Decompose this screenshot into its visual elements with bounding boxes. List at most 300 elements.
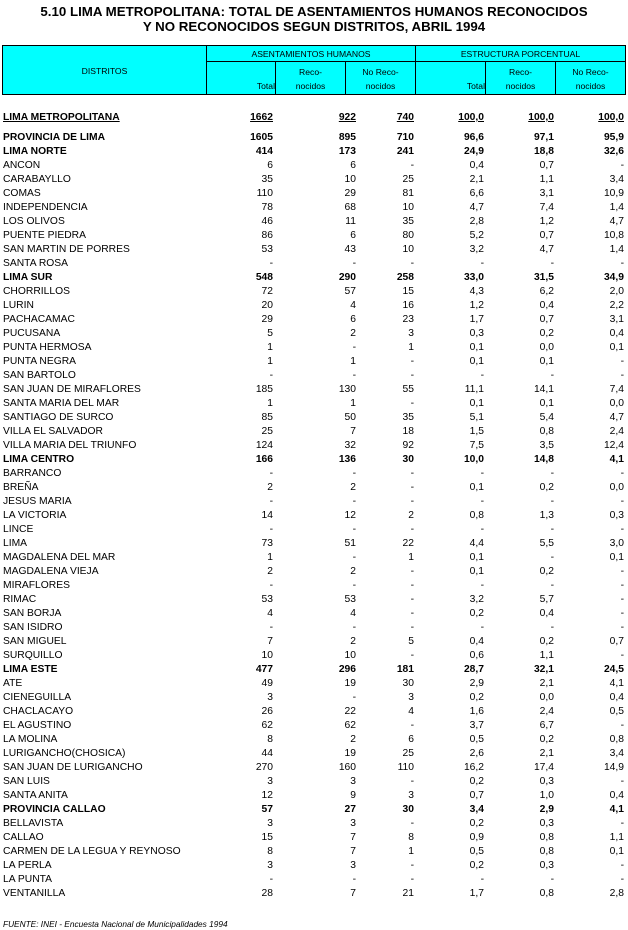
district-name: SAN JUAN DE LURIGANCHO xyxy=(3,762,143,773)
cell-value: 0,4 xyxy=(469,636,484,647)
cell-value: 25 xyxy=(402,748,414,759)
cell-value: 0,5 xyxy=(469,734,484,745)
table-row xyxy=(0,803,628,817)
cell-value: 18 xyxy=(402,426,414,437)
table-row xyxy=(0,173,628,187)
cell-value: 3,2 xyxy=(469,244,484,255)
table-body xyxy=(0,111,628,901)
district-name: LA PUNTA xyxy=(3,874,53,885)
cell-value: 1,6 xyxy=(469,706,484,717)
cell-value: 185 xyxy=(255,384,273,395)
district-name: PUCUSANA xyxy=(3,328,61,339)
district-name: LOS OLIVOS xyxy=(3,216,65,227)
cell-value: 4,1 xyxy=(609,678,624,689)
district-name: BREÑA xyxy=(3,482,39,493)
cell-value: 0,2 xyxy=(539,734,554,745)
cell-value: 3 xyxy=(408,328,414,339)
cell-value: - xyxy=(410,650,414,661)
cell-value: 14,8 xyxy=(533,454,554,465)
cell-value: 22 xyxy=(402,538,414,549)
cell-value: 2,1 xyxy=(539,678,554,689)
cell-value: 5,2 xyxy=(469,230,484,241)
cell-value: 2,8 xyxy=(609,888,624,899)
cell-value: 2,9 xyxy=(469,678,484,689)
cell-value: - xyxy=(480,258,484,269)
cell-value: 24,5 xyxy=(603,664,624,675)
district-name: LA PERLA xyxy=(3,860,52,871)
cell-value: 740 xyxy=(396,112,414,123)
cell-value: 0,0 xyxy=(539,342,554,353)
cell-value: - xyxy=(410,398,414,409)
cell-value: 181 xyxy=(396,664,414,675)
cell-value: 35 xyxy=(402,216,414,227)
district-name: SAN MARTIN DE PORRES xyxy=(3,244,130,255)
cell-value: 96,6 xyxy=(463,132,484,143)
cell-value: 3,5 xyxy=(539,440,554,451)
cell-value: - xyxy=(620,818,624,829)
table-row xyxy=(0,649,628,663)
cell-value: 2,4 xyxy=(609,426,624,437)
header-asentamientos: ASENTAMIENTOS HUMANOS xyxy=(251,49,371,59)
cell-value: 50 xyxy=(344,412,356,423)
cell-value: 2,6 xyxy=(469,748,484,759)
cell-value: 0,4 xyxy=(609,790,624,801)
cell-value: 1,7 xyxy=(469,888,484,899)
cell-value: 29 xyxy=(344,188,356,199)
cell-value: 100,0 xyxy=(598,112,624,123)
cell-value: 22 xyxy=(344,706,356,717)
cell-value: 8 xyxy=(267,734,273,745)
cell-value: 2 xyxy=(267,482,273,493)
cell-value: - xyxy=(410,818,414,829)
cell-value: 1,4 xyxy=(609,244,624,255)
cell-value: 10 xyxy=(344,174,356,185)
cell-value: 81 xyxy=(402,188,414,199)
cell-value: 25 xyxy=(402,174,414,185)
table-row xyxy=(0,831,628,845)
cell-value: 43 xyxy=(344,244,356,255)
cell-value: 136 xyxy=(338,454,356,465)
cell-value: 3 xyxy=(350,860,356,871)
cell-value: - xyxy=(480,622,484,633)
header-noreco: No Reco- xyxy=(362,67,399,77)
cell-value: 6 xyxy=(350,230,356,241)
table-row xyxy=(0,425,628,439)
cell-value: 73 xyxy=(261,538,273,549)
district-name: SURQUILLO xyxy=(3,650,63,661)
cell-value: 9 xyxy=(350,790,356,801)
cell-value: 29 xyxy=(261,314,273,325)
table-row xyxy=(0,705,628,719)
cell-value: 100,0 xyxy=(528,112,554,123)
cell-value: 7 xyxy=(350,888,356,899)
cell-value: 0,8 xyxy=(609,734,624,745)
district-name: LINCE xyxy=(3,524,34,535)
table-row xyxy=(0,733,628,747)
cell-value: 0,1 xyxy=(469,398,484,409)
header-reco-pct: Reco- xyxy=(509,67,532,77)
cell-value: 6 xyxy=(267,160,273,171)
cell-value: 12,4 xyxy=(603,440,624,451)
cell-value: 18,8 xyxy=(533,146,554,157)
cell-value: 5 xyxy=(267,328,273,339)
table-header xyxy=(2,45,626,95)
cell-value: 0,9 xyxy=(469,832,484,843)
cell-value: 14,9 xyxy=(603,762,624,773)
cell-value: 1,1 xyxy=(539,174,554,185)
title-line-2: Y NO RECONOCIDOS SEGUN DISTRITOS, ABRIL 1994 xyxy=(142,19,486,34)
cell-value: 0,7 xyxy=(469,790,484,801)
district-name: PUNTA HERMOSA xyxy=(3,342,92,353)
cell-value: 0,1 xyxy=(469,356,484,367)
cell-value: - xyxy=(620,622,624,633)
cell-value: - xyxy=(480,370,484,381)
cell-value: 7 xyxy=(350,832,356,843)
cell-value: 17,4 xyxy=(533,762,554,773)
district-name: RIMAC xyxy=(3,594,37,605)
cell-value: - xyxy=(480,580,484,591)
table-row xyxy=(0,439,628,453)
cell-value: 30 xyxy=(402,678,414,689)
cell-value: - xyxy=(352,622,356,633)
cell-value: 160 xyxy=(338,762,356,773)
district-name: MIRAFLORES xyxy=(3,580,70,591)
cell-value: 2 xyxy=(350,566,356,577)
cell-value: 0,3 xyxy=(539,860,554,871)
cell-value: 49 xyxy=(261,678,273,689)
cell-value: 95,9 xyxy=(603,132,624,143)
cell-value: - xyxy=(410,874,414,885)
cell-value: 4 xyxy=(408,706,414,717)
cell-value: 1662 xyxy=(250,112,273,123)
cell-value: 28,7 xyxy=(463,664,484,675)
cell-value: 290 xyxy=(338,272,356,283)
cell-value: 0,1 xyxy=(609,342,624,353)
cell-value: 0,2 xyxy=(469,776,484,787)
cell-value: 53 xyxy=(261,594,273,605)
cell-value: 3 xyxy=(267,860,273,871)
cell-value: 26 xyxy=(261,706,273,717)
cell-value: 10 xyxy=(344,650,356,661)
district-name: SANTA MARIA DEL MAR xyxy=(3,398,120,409)
cell-value: - xyxy=(410,566,414,577)
table-row xyxy=(0,663,628,677)
cell-value: 3,4 xyxy=(469,804,484,815)
table-row xyxy=(0,481,628,495)
cell-value: 3,4 xyxy=(609,174,624,185)
table-row xyxy=(0,551,628,565)
table-row xyxy=(0,145,628,159)
cell-value: 124 xyxy=(255,440,273,451)
cell-value: 78 xyxy=(261,202,273,213)
header-reco: nocidos xyxy=(295,81,326,91)
district-name: MAGDALENA VIEJA xyxy=(3,566,99,577)
cell-value: 477 xyxy=(255,664,273,675)
table-row xyxy=(0,495,628,509)
cell-value: - xyxy=(352,370,356,381)
district-name: LURIGANCHO(CHOSICA) xyxy=(3,748,126,759)
cell-value: - xyxy=(620,650,624,661)
district-name: LIMA NORTE xyxy=(3,146,67,157)
cell-value: 55 xyxy=(402,384,414,395)
district-name: BARRANCO xyxy=(3,468,62,479)
cell-value: - xyxy=(480,874,484,885)
cell-value: 4 xyxy=(350,300,356,311)
cell-value: - xyxy=(352,874,356,885)
district-name: PROVINCIA DE LIMA xyxy=(3,132,106,143)
district-name: VILLA EL SALVADOR xyxy=(3,426,103,437)
district-name: CALLAO xyxy=(3,832,44,843)
cell-value: - xyxy=(352,496,356,507)
table-row xyxy=(0,229,628,243)
cell-value: 0,1 xyxy=(469,342,484,353)
cell-value: - xyxy=(550,370,554,381)
source-note: FUENTE: INEI - Encuesta Nacional de Municipalidades 1994 xyxy=(3,919,228,929)
cell-value: 10,9 xyxy=(603,188,624,199)
cell-value: 3,1 xyxy=(539,188,554,199)
district-name: PACHACAMAC xyxy=(3,314,75,325)
cell-value: 57 xyxy=(344,286,356,297)
cell-value: 922 xyxy=(338,112,356,123)
cell-value: 0,4 xyxy=(609,692,624,703)
cell-value: 0,7 xyxy=(609,636,624,647)
district-name: CHACLACAYO xyxy=(3,706,74,717)
table-row xyxy=(0,845,628,859)
cell-value: 27 xyxy=(344,804,356,815)
cell-value: - xyxy=(269,258,273,269)
cell-value: 0,1 xyxy=(609,846,624,857)
cell-value: 12 xyxy=(261,790,273,801)
cell-value: 3 xyxy=(267,692,273,703)
cell-value: 20 xyxy=(261,300,273,311)
cell-value: 0,4 xyxy=(469,160,484,171)
cell-value: 0,1 xyxy=(469,566,484,577)
district-name: MAGDALENA DEL MAR xyxy=(3,552,116,563)
cell-value: 0,8 xyxy=(539,426,554,437)
cell-value: 3,1 xyxy=(609,314,624,325)
cell-value: - xyxy=(480,496,484,507)
cell-value: 46 xyxy=(261,216,273,227)
cell-value: - xyxy=(620,594,624,605)
cell-value: - xyxy=(550,468,554,479)
district-name: COMAS xyxy=(3,188,41,199)
cell-value: 0,5 xyxy=(469,846,484,857)
cell-value: 2,1 xyxy=(469,174,484,185)
cell-value: 15 xyxy=(402,286,414,297)
table-row xyxy=(0,509,628,523)
cell-value: 2,0 xyxy=(609,286,624,297)
table-row xyxy=(0,355,628,369)
table-row xyxy=(0,873,628,887)
cell-value: 0,2 xyxy=(539,482,554,493)
cell-value: - xyxy=(620,608,624,619)
cell-value: 16,2 xyxy=(463,762,484,773)
table-row xyxy=(0,635,628,649)
district-name: INDEPENDENCIA xyxy=(3,202,88,213)
cell-value: 1 xyxy=(267,356,273,367)
cell-value: 6 xyxy=(408,734,414,745)
cell-value: 7,4 xyxy=(539,202,554,213)
cell-value: 2,1 xyxy=(539,748,554,759)
district-name: LA VICTORIA xyxy=(3,510,67,521)
cell-value: 0,8 xyxy=(539,832,554,843)
cell-value: 6,7 xyxy=(539,720,554,731)
cell-value: 1605 xyxy=(250,132,273,143)
district-name: LIMA METROPOLITANA xyxy=(3,112,120,123)
district-name: SAN JUAN DE MIRAFLORES xyxy=(3,384,141,395)
table-row xyxy=(0,341,628,355)
district-name: CARABAYLLO xyxy=(3,174,71,185)
cell-value: - xyxy=(620,496,624,507)
cell-value: 0,3 xyxy=(539,776,554,787)
cell-value: 4 xyxy=(267,608,273,619)
cell-value: 44 xyxy=(261,748,273,759)
district-name: SAN BORJA xyxy=(3,608,62,619)
district-name: PUNTA NEGRA xyxy=(3,356,77,367)
cell-value: 19 xyxy=(344,748,356,759)
cell-value: - xyxy=(410,608,414,619)
cell-value: 110 xyxy=(397,762,414,773)
cell-value: - xyxy=(410,622,414,633)
cell-value: - xyxy=(620,720,624,731)
cell-value: 0,2 xyxy=(469,860,484,871)
cell-value: 0,8 xyxy=(469,510,484,521)
cell-value: 241 xyxy=(396,146,414,157)
table-row xyxy=(0,537,628,551)
district-name: CIENEGUILLA xyxy=(3,692,72,703)
cell-value: 0,2 xyxy=(469,608,484,619)
district-name: VILLA MARIA DEL TRIUNFO xyxy=(3,440,137,451)
cell-value: 1,4 xyxy=(609,202,624,213)
cell-value: 0,7 xyxy=(539,160,554,171)
cell-value: 3,0 xyxy=(609,538,624,549)
cell-value: 270 xyxy=(255,762,273,773)
cell-value: 6,6 xyxy=(469,188,484,199)
cell-value: 97,1 xyxy=(533,132,554,143)
district-name: LIMA xyxy=(3,538,28,549)
cell-value: 8 xyxy=(408,832,414,843)
table-row xyxy=(0,299,628,313)
district-name: VENTANILLA xyxy=(3,888,66,899)
cell-value: - xyxy=(269,370,273,381)
header-estructura: ESTRUCTURA PORCENTUAL xyxy=(460,49,581,59)
table-row xyxy=(0,369,628,383)
cell-value: 4,1 xyxy=(609,454,624,465)
cell-value: 1 xyxy=(350,398,356,409)
cell-value: 1,7 xyxy=(469,314,484,325)
cell-value: - xyxy=(620,776,624,787)
cell-value: 53 xyxy=(344,594,356,605)
cell-value: - xyxy=(352,342,356,353)
district-name: JESUS MARIA xyxy=(3,496,72,507)
cell-value: - xyxy=(550,622,554,633)
cell-value: 4,7 xyxy=(539,244,554,255)
cell-value: - xyxy=(410,482,414,493)
cell-value: 68 xyxy=(344,202,356,213)
cell-value: 2 xyxy=(408,510,414,521)
cell-value: 0,5 xyxy=(609,706,624,717)
cell-value: 548 xyxy=(255,272,273,283)
cell-value: 0,4 xyxy=(539,300,554,311)
cell-value: - xyxy=(410,160,414,171)
cell-value: 1 xyxy=(408,846,414,857)
cell-value: - xyxy=(620,468,624,479)
cell-value: - xyxy=(620,356,624,367)
cell-value: 3 xyxy=(350,818,356,829)
cell-value: 11 xyxy=(345,216,356,227)
cell-value: 0,0 xyxy=(539,692,554,703)
title-line-1: 5.10 LIMA METROPOLITANA: TOTAL DE ASENTAMIENTOS HUMANOS RECONOCIDOS xyxy=(40,4,588,19)
cell-value: 296 xyxy=(338,664,356,675)
header-noreco: nocidos xyxy=(365,81,396,91)
cell-value: 15 xyxy=(261,832,273,843)
cell-value: - xyxy=(550,874,554,885)
cell-value: 2,8 xyxy=(469,216,484,227)
cell-value: 1,2 xyxy=(539,216,554,227)
cell-value: 3,7 xyxy=(469,720,484,731)
cell-value: 7 xyxy=(350,426,356,437)
cell-value: 57 xyxy=(261,804,273,815)
cell-value: 32 xyxy=(344,440,356,451)
cell-value: 34,9 xyxy=(603,272,624,283)
cell-value: 1 xyxy=(408,342,414,353)
cell-value: 0,0 xyxy=(609,398,624,409)
table-row xyxy=(0,579,628,593)
cell-value: 0,2 xyxy=(469,818,484,829)
cell-value: 3 xyxy=(350,776,356,787)
cell-value: - xyxy=(550,552,554,563)
cell-value: 53 xyxy=(261,244,273,255)
cell-value: 30 xyxy=(402,454,414,465)
cell-value: - xyxy=(352,552,356,563)
table-row xyxy=(0,621,628,635)
cell-value: 28 xyxy=(261,888,273,899)
cell-value: 6 xyxy=(350,160,356,171)
cell-value: 3 xyxy=(408,692,414,703)
header-reco-pct: nocidos xyxy=(505,81,536,91)
cell-value: - xyxy=(410,370,414,381)
cell-value: 1 xyxy=(267,398,273,409)
table-row xyxy=(0,677,628,691)
table-row xyxy=(0,327,628,341)
cell-value: - xyxy=(410,776,414,787)
cell-value: 0,3 xyxy=(539,818,554,829)
cell-value: 10 xyxy=(402,202,414,213)
table-row xyxy=(0,565,628,579)
district-name: PROVINCIA CALLAO xyxy=(3,804,106,815)
cell-value: 0,1 xyxy=(609,552,624,563)
cell-value: 173 xyxy=(338,146,356,157)
cell-value: 62 xyxy=(261,720,273,731)
cell-value: 1,1 xyxy=(539,650,554,661)
cell-value: - xyxy=(269,622,273,633)
cell-value: - xyxy=(620,860,624,871)
cell-value: - xyxy=(410,580,414,591)
table-row xyxy=(0,775,628,789)
cell-value: - xyxy=(352,258,356,269)
cell-value: 0,3 xyxy=(469,328,484,339)
cell-value: - xyxy=(410,594,414,605)
table-row xyxy=(0,411,628,425)
cell-value: 0,0 xyxy=(609,482,624,493)
cell-value: 85 xyxy=(261,412,273,423)
table-row xyxy=(0,607,628,621)
cell-value: - xyxy=(410,258,414,269)
cell-value: 414 xyxy=(255,146,273,157)
cell-value: 1,3 xyxy=(539,510,554,521)
cell-value: - xyxy=(550,496,554,507)
cell-value: 895 xyxy=(338,132,356,143)
